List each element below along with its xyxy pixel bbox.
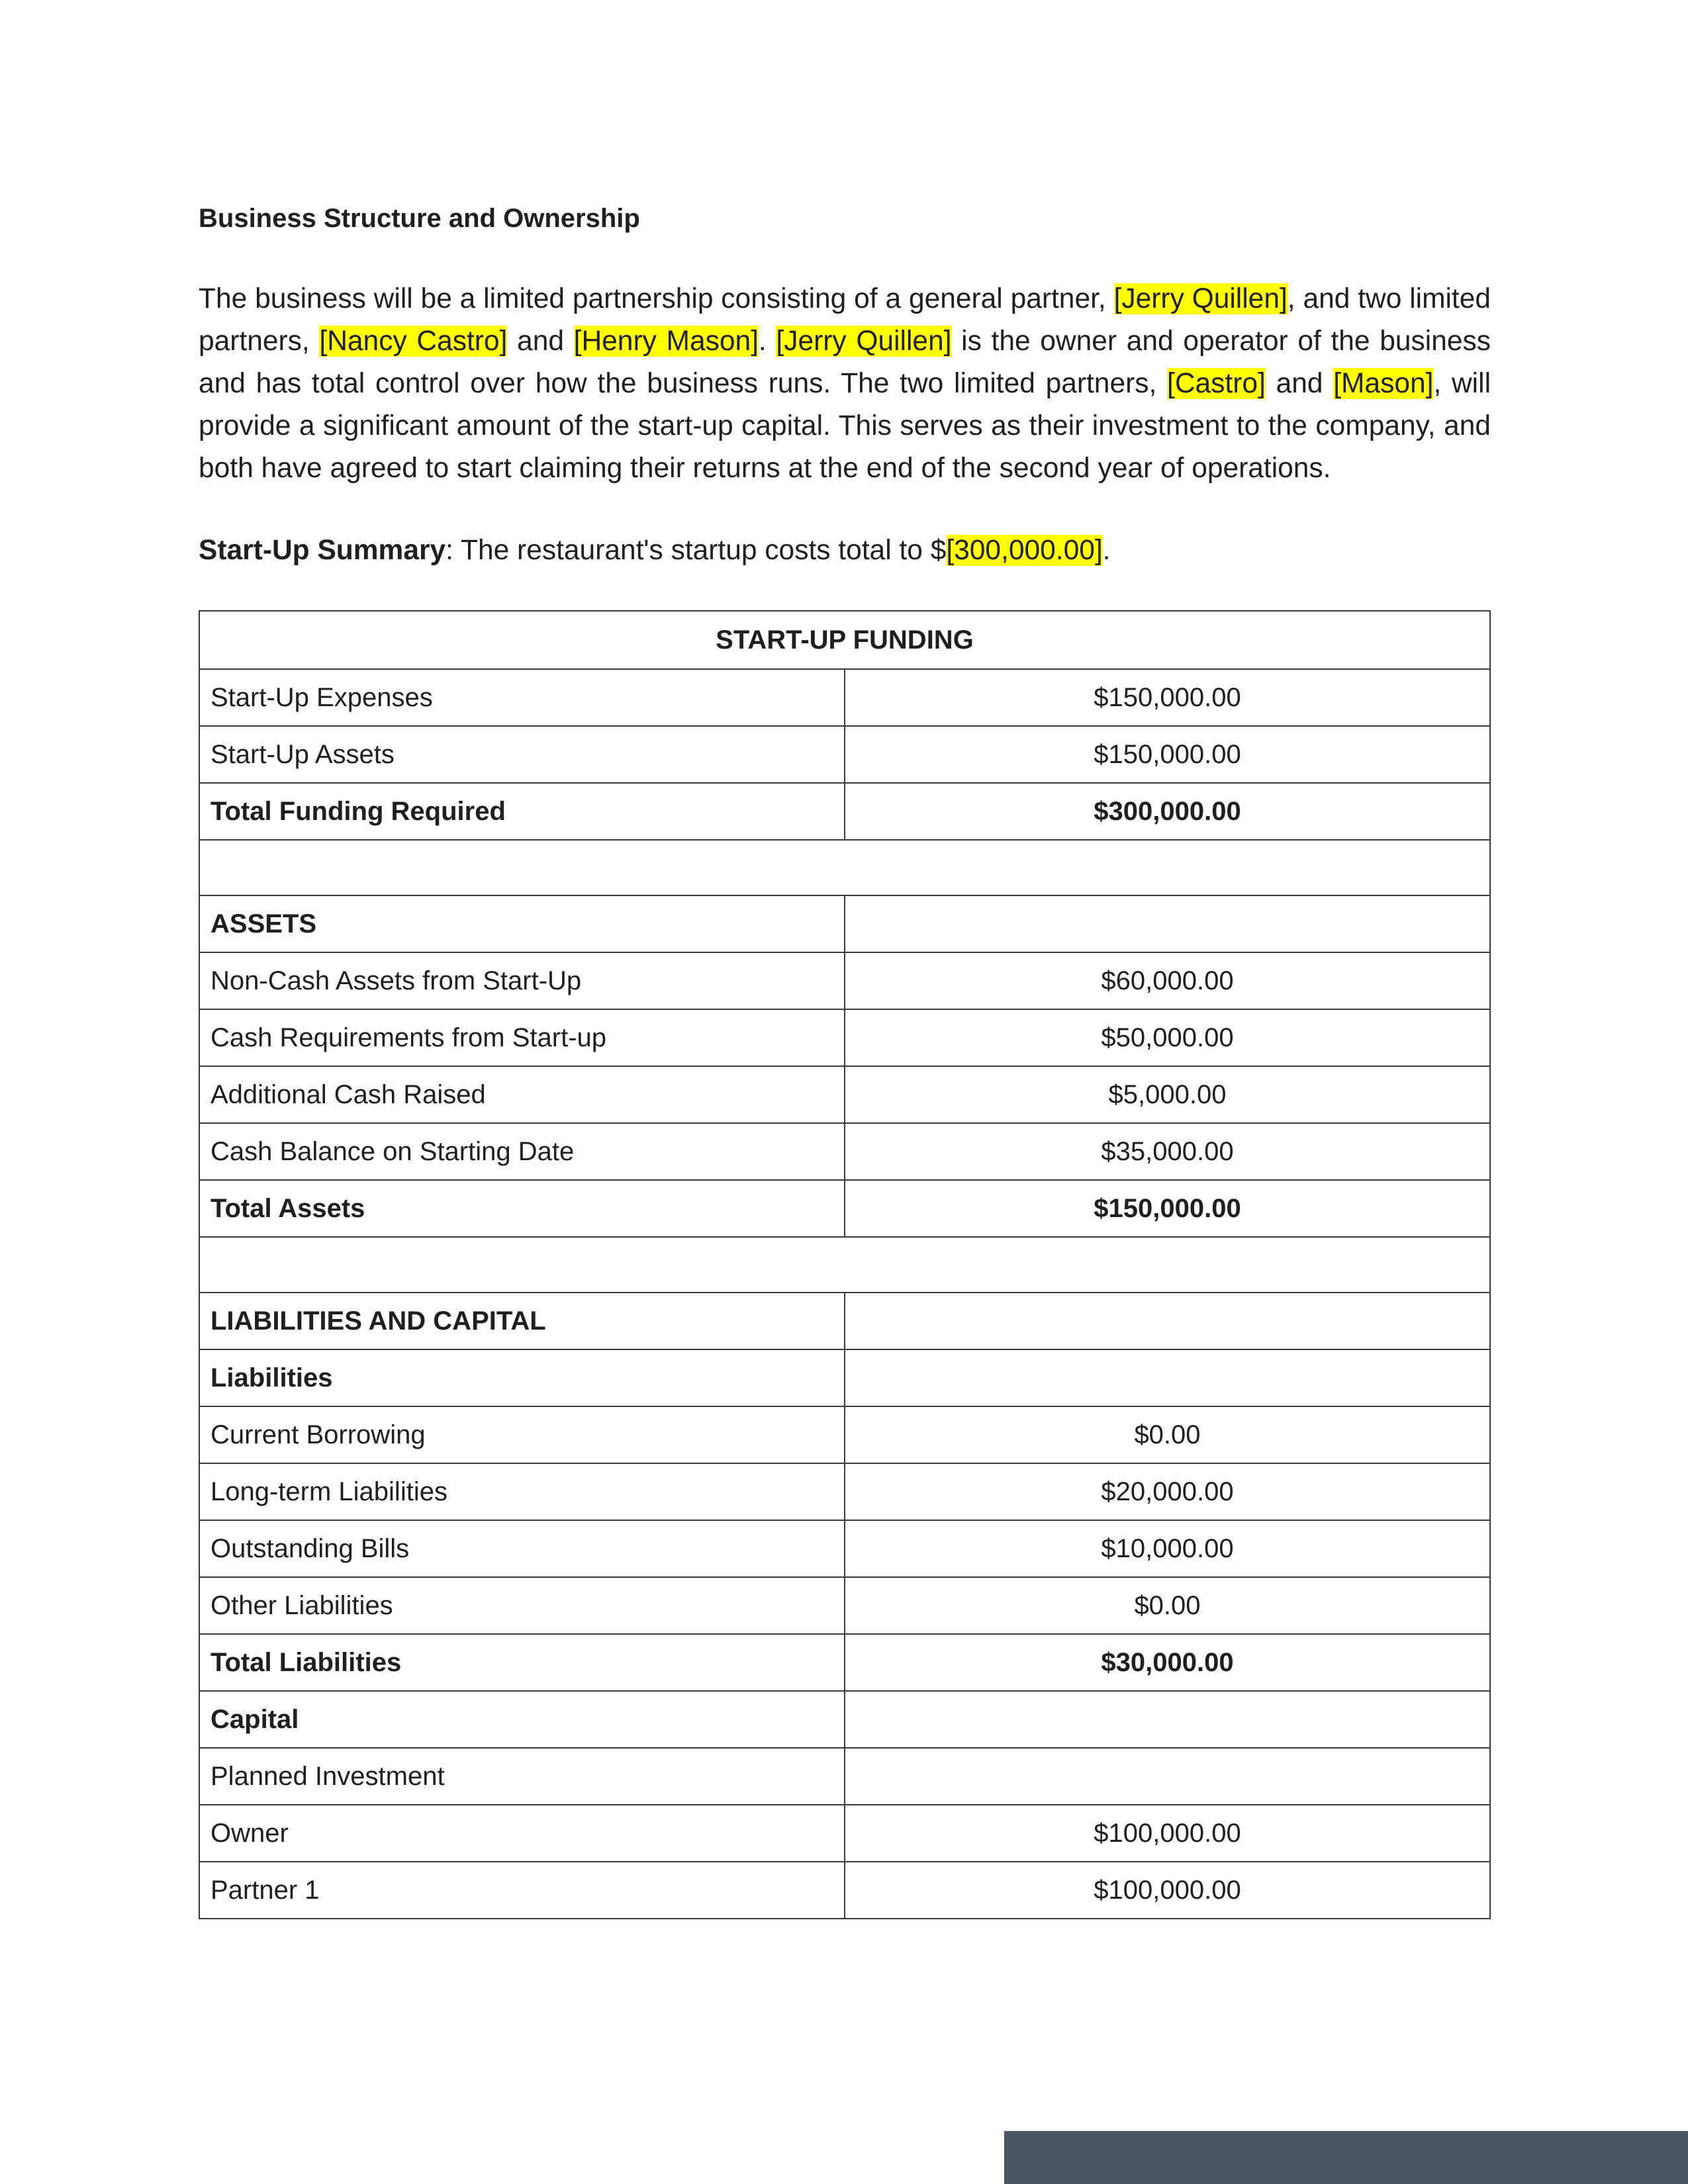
row-value: $150,000.00 [845,1180,1490,1237]
placeholder-mason: [Mason] [1333,368,1434,399]
table-row [199,1009,1490,1066]
row-label: Total Liabilities [199,1634,845,1691]
footer-bar [1004,2131,1688,2184]
row-value: $20,000.00 [845,1463,1490,1520]
row-label: Additional Cash Raised [199,1066,845,1123]
row-value: $100,000.00 [845,1862,1490,1919]
row-value [845,1748,1490,1805]
section-title: Business Structure and Ownership [199,204,640,233]
paragraph-text: is the owner and operator of the business and has total control over how the business runs. The two limited partners, [199,326,1491,399]
summary-end: . [1102,535,1111,566]
placeholder-castro: [Castro] [1167,368,1266,399]
row-value [845,1293,1490,1349]
row-value: $300,000.00 [845,783,1490,840]
row-label: Start-Up Assets [199,726,845,783]
intro-paragraph [199,278,1491,490]
table-row [199,1406,1490,1463]
row-value: $50,000.00 [845,1009,1490,1066]
row-value: $0.00 [845,1406,1490,1463]
row-value: $10,000.00 [845,1520,1490,1577]
row-value: $150,000.00 [845,669,1490,726]
row-label: Partner 1 [199,1862,845,1919]
row-value: $30,000.00 [845,1634,1490,1691]
summary-text: : The restaurant's startup costs total to $ [445,535,947,566]
table-row [199,952,1490,1009]
row-value [845,1691,1490,1748]
spacer-cell [199,1237,1490,1293]
table-row-total [199,1180,1490,1237]
row-value: $150,000.00 [845,726,1490,783]
table-header-row [199,611,1490,669]
table-row [199,1862,1490,1919]
paragraph-text: , and two limited partners, [199,283,1491,357]
table-row-subheading [199,1691,1490,1748]
table-row [199,726,1490,783]
startup-funding-table [199,610,1491,1919]
table-title: START-UP FUNDING [199,611,1490,669]
row-value: $35,000.00 [845,1123,1490,1180]
startup-summary [199,529,1491,572]
document-page [199,199,1491,1919]
row-label: Capital [199,1691,845,1748]
table-row-heading [199,1293,1490,1349]
row-label: Non-Cash Assets from Start-Up [199,952,845,1009]
row-label: Other Liabilities [199,1577,845,1634]
table-row-total [199,783,1490,840]
placeholder-limited-partner-1: [Nancy Castro] [319,326,508,357]
table-row [199,669,1490,726]
row-value: $0.00 [845,1577,1490,1634]
row-label: ASSETS [199,895,845,952]
table-row-total [199,1634,1490,1691]
row-label: Cash Requirements from Start-up [199,1009,845,1066]
row-label: Liabilities [199,1349,845,1406]
table-row [199,1577,1490,1634]
paragraph-text: , will provide a significant amount of the start-up capital. This serves as their investment to the company, and both have agreed to start claiming their returns at the end of the second year of operations. [199,368,1491,484]
row-label: Cash Balance on Starting Date [199,1123,845,1180]
paragraph-text: . [758,326,776,357]
row-label: Outstanding Bills [199,1520,845,1577]
row-label: Owner [199,1805,845,1862]
row-label: Current Borrowing [199,1406,845,1463]
row-label: Long-term Liabilities [199,1463,845,1520]
paragraph-text: The business will be a limited partnership consisting of a general partner, [199,283,1114,314]
row-value [845,895,1490,952]
row-value: $60,000.00 [845,952,1490,1009]
table-row [199,1805,1490,1862]
table-row [199,1520,1490,1577]
row-value: $5,000.00 [845,1066,1490,1123]
spacer-cell [199,840,1490,895]
row-label: LIABILITIES AND CAPITAL [199,1293,845,1349]
table-row [199,1123,1490,1180]
table-spacer-row [199,1237,1490,1293]
placeholder-limited-partner-2: [Henry Mason] [573,326,759,357]
placeholder-owner: [Jerry Quillen] [776,326,952,357]
summary-lead: Start-Up Summary [199,535,446,566]
placeholder-general-partner: [Jerry Quillen] [1113,283,1288,314]
paragraph-text: and [507,326,574,357]
row-value: $100,000.00 [845,1805,1490,1862]
row-value [845,1349,1490,1406]
row-label: Total Funding Required [199,783,845,840]
row-label: Planned Investment [199,1748,845,1805]
table-row [199,1748,1490,1805]
table-row [199,1066,1490,1123]
paragraph-text: and [1265,368,1334,399]
row-label: Total Assets [199,1180,845,1237]
table-row-subheading [199,1349,1490,1406]
table-spacer-row [199,840,1490,895]
row-label: Start-Up Expenses [199,669,845,726]
table-row [199,1463,1490,1520]
table-row-heading [199,895,1490,952]
placeholder-startup-amount: [300,000.00] [946,535,1103,566]
